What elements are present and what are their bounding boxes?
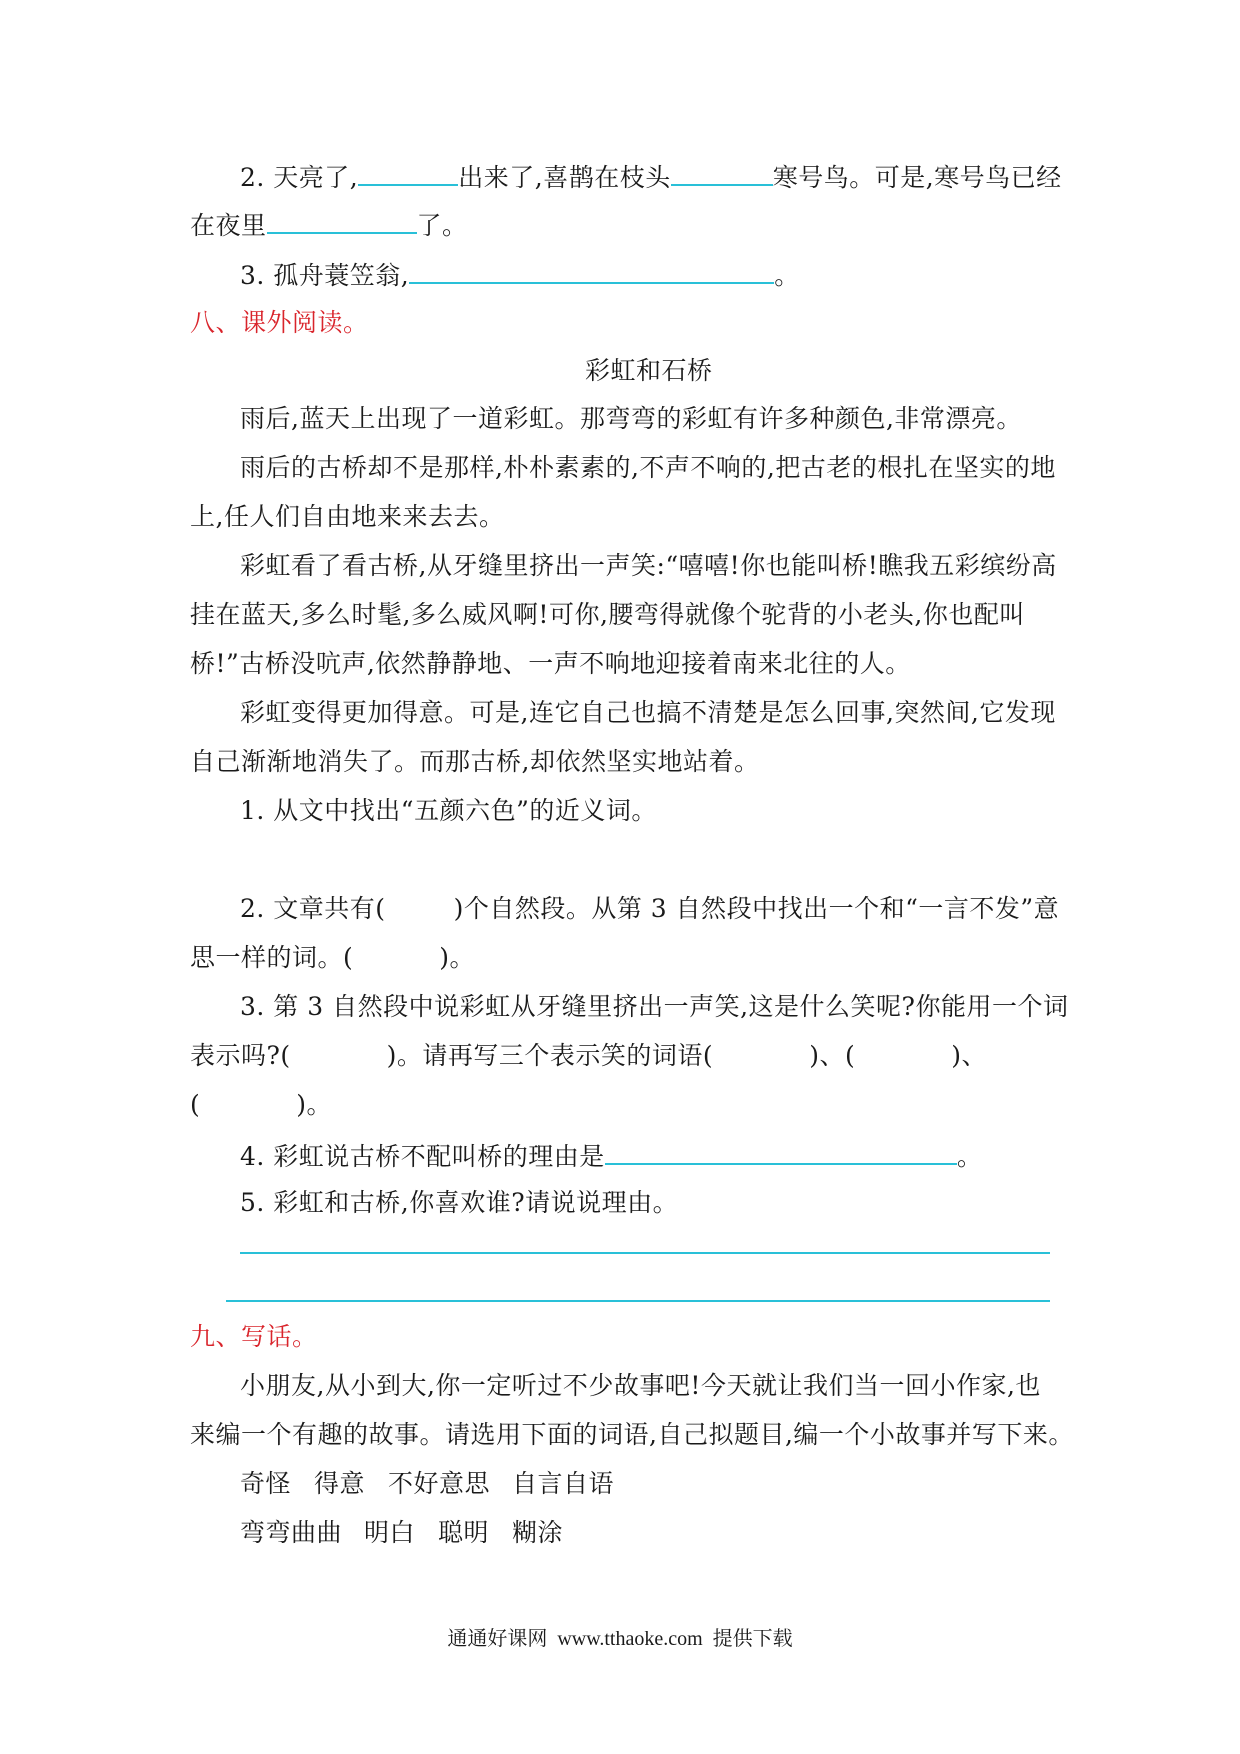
word: 奇怪: [240, 1469, 292, 1498]
word: 聪明: [438, 1518, 490, 1547]
word: 得意: [314, 1469, 366, 1498]
question-5: 5. 彩虹和古桥,你喜欢谁?请说说理由。: [240, 1188, 679, 1217]
word-list-1: [240, 1467, 614, 1501]
passage-paragraph: 自己渐渐地消失了。而那古桥,却依然坚实地站着。: [190, 747, 760, 776]
word: 糊涂: [512, 1518, 564, 1547]
answer-blank[interactable]: [605, 1137, 957, 1165]
word: 自言自语: [512, 1469, 615, 1498]
word: 明白: [364, 1518, 416, 1547]
section-heading-reading: 八、课外阅读。: [190, 308, 369, 337]
question-2-line1: 2. 文章共有( )个自然段。从第 3 自然段中找出一个和“一言不发”意: [240, 894, 1060, 923]
answer-blank[interactable]: [358, 158, 458, 186]
writing-prompt: 小朋友,从小到大,你一定听过不少故事吧!今天就让我们当一回小作家,也: [240, 1371, 1041, 1400]
word: 弯弯曲曲: [240, 1518, 343, 1547]
footer-suffix: 提供下载: [712, 1626, 793, 1650]
passage-paragraph: 雨后的古桥却不是那样,朴朴素素的,不声不响的,把古老的根扎在坚实的地: [240, 453, 1056, 482]
answer-blank[interactable]: [267, 206, 417, 234]
footer-url[interactable]: www.tthaoke.com: [557, 1628, 703, 1650]
q7-3: 3. 孤舟蓑笠翁, 。: [240, 256, 800, 293]
question-4: 4. 彩虹说古桥不配叫桥的理由是 。: [240, 1137, 982, 1174]
footer-site: 通通好课网: [447, 1626, 548, 1650]
passage-paragraph: 雨后,蓝天上出现了一道彩虹。那弯弯的彩虹有许多种颜色,非常漂亮。: [240, 404, 1022, 433]
passage-paragraph: 彩虹看了看古桥,从牙缝里挤出一声笑:“嘻嘻!你也能叫桥!瞧我五彩缤纷高: [240, 551, 1057, 580]
answer-blank[interactable]: [671, 158, 773, 186]
section-heading-writing: 九、写话。: [190, 1322, 318, 1351]
question-3-line3: ( )。: [190, 1090, 333, 1119]
word: 不好意思: [388, 1469, 491, 1498]
passage-title: 彩虹和石桥: [585, 356, 713, 385]
passage-paragraph: 彩虹变得更加得意。可是,连它自己也搞不清楚是怎么回事,突然间,它发现: [240, 698, 1056, 727]
answer-line[interactable]: [240, 1252, 1050, 1254]
question-3-line1: 3. 第 3 自然段中说彩虹从牙缝里挤出一声笑,这是什么笑呢?你能用一个词: [240, 992, 1069, 1021]
q7-2-line1: 2. 天亮了, 出来了,喜鹊在枝头 寒号鸟。可是,寒号鸟已经: [240, 158, 1062, 195]
q7-2-line2: 在夜里 了。: [190, 206, 468, 243]
writing-prompt: 来编一个有趣的故事。请选用下面的词语,自己拟题目,编一个小故事并写下来。: [190, 1420, 1074, 1449]
question-2-line2: 思一样的词。( )。: [190, 943, 476, 972]
question-1: 1. 从文中找出“五颜六色”的近义词。: [240, 796, 657, 825]
passage-paragraph: 挂在蓝天,多么时髦,多么威风啊!可你,腰弯得就像个驼背的小老头,你也配叫: [190, 600, 1025, 629]
passage-paragraph: 桥!”古桥没吭声,依然静静地、一声不响地迎接着南来北往的人。: [190, 649, 911, 678]
question-3-line2: 表示吗?( )。请再写三个表示笑的词语( )、( )、: [190, 1041, 987, 1070]
answer-blank[interactable]: [409, 256, 774, 284]
page-footer: [0, 1624, 1240, 1653]
passage-paragraph: 上,任人们自由地来来去去。: [190, 502, 505, 531]
answer-line[interactable]: [226, 1300, 1050, 1302]
word-list-2: [240, 1516, 563, 1550]
